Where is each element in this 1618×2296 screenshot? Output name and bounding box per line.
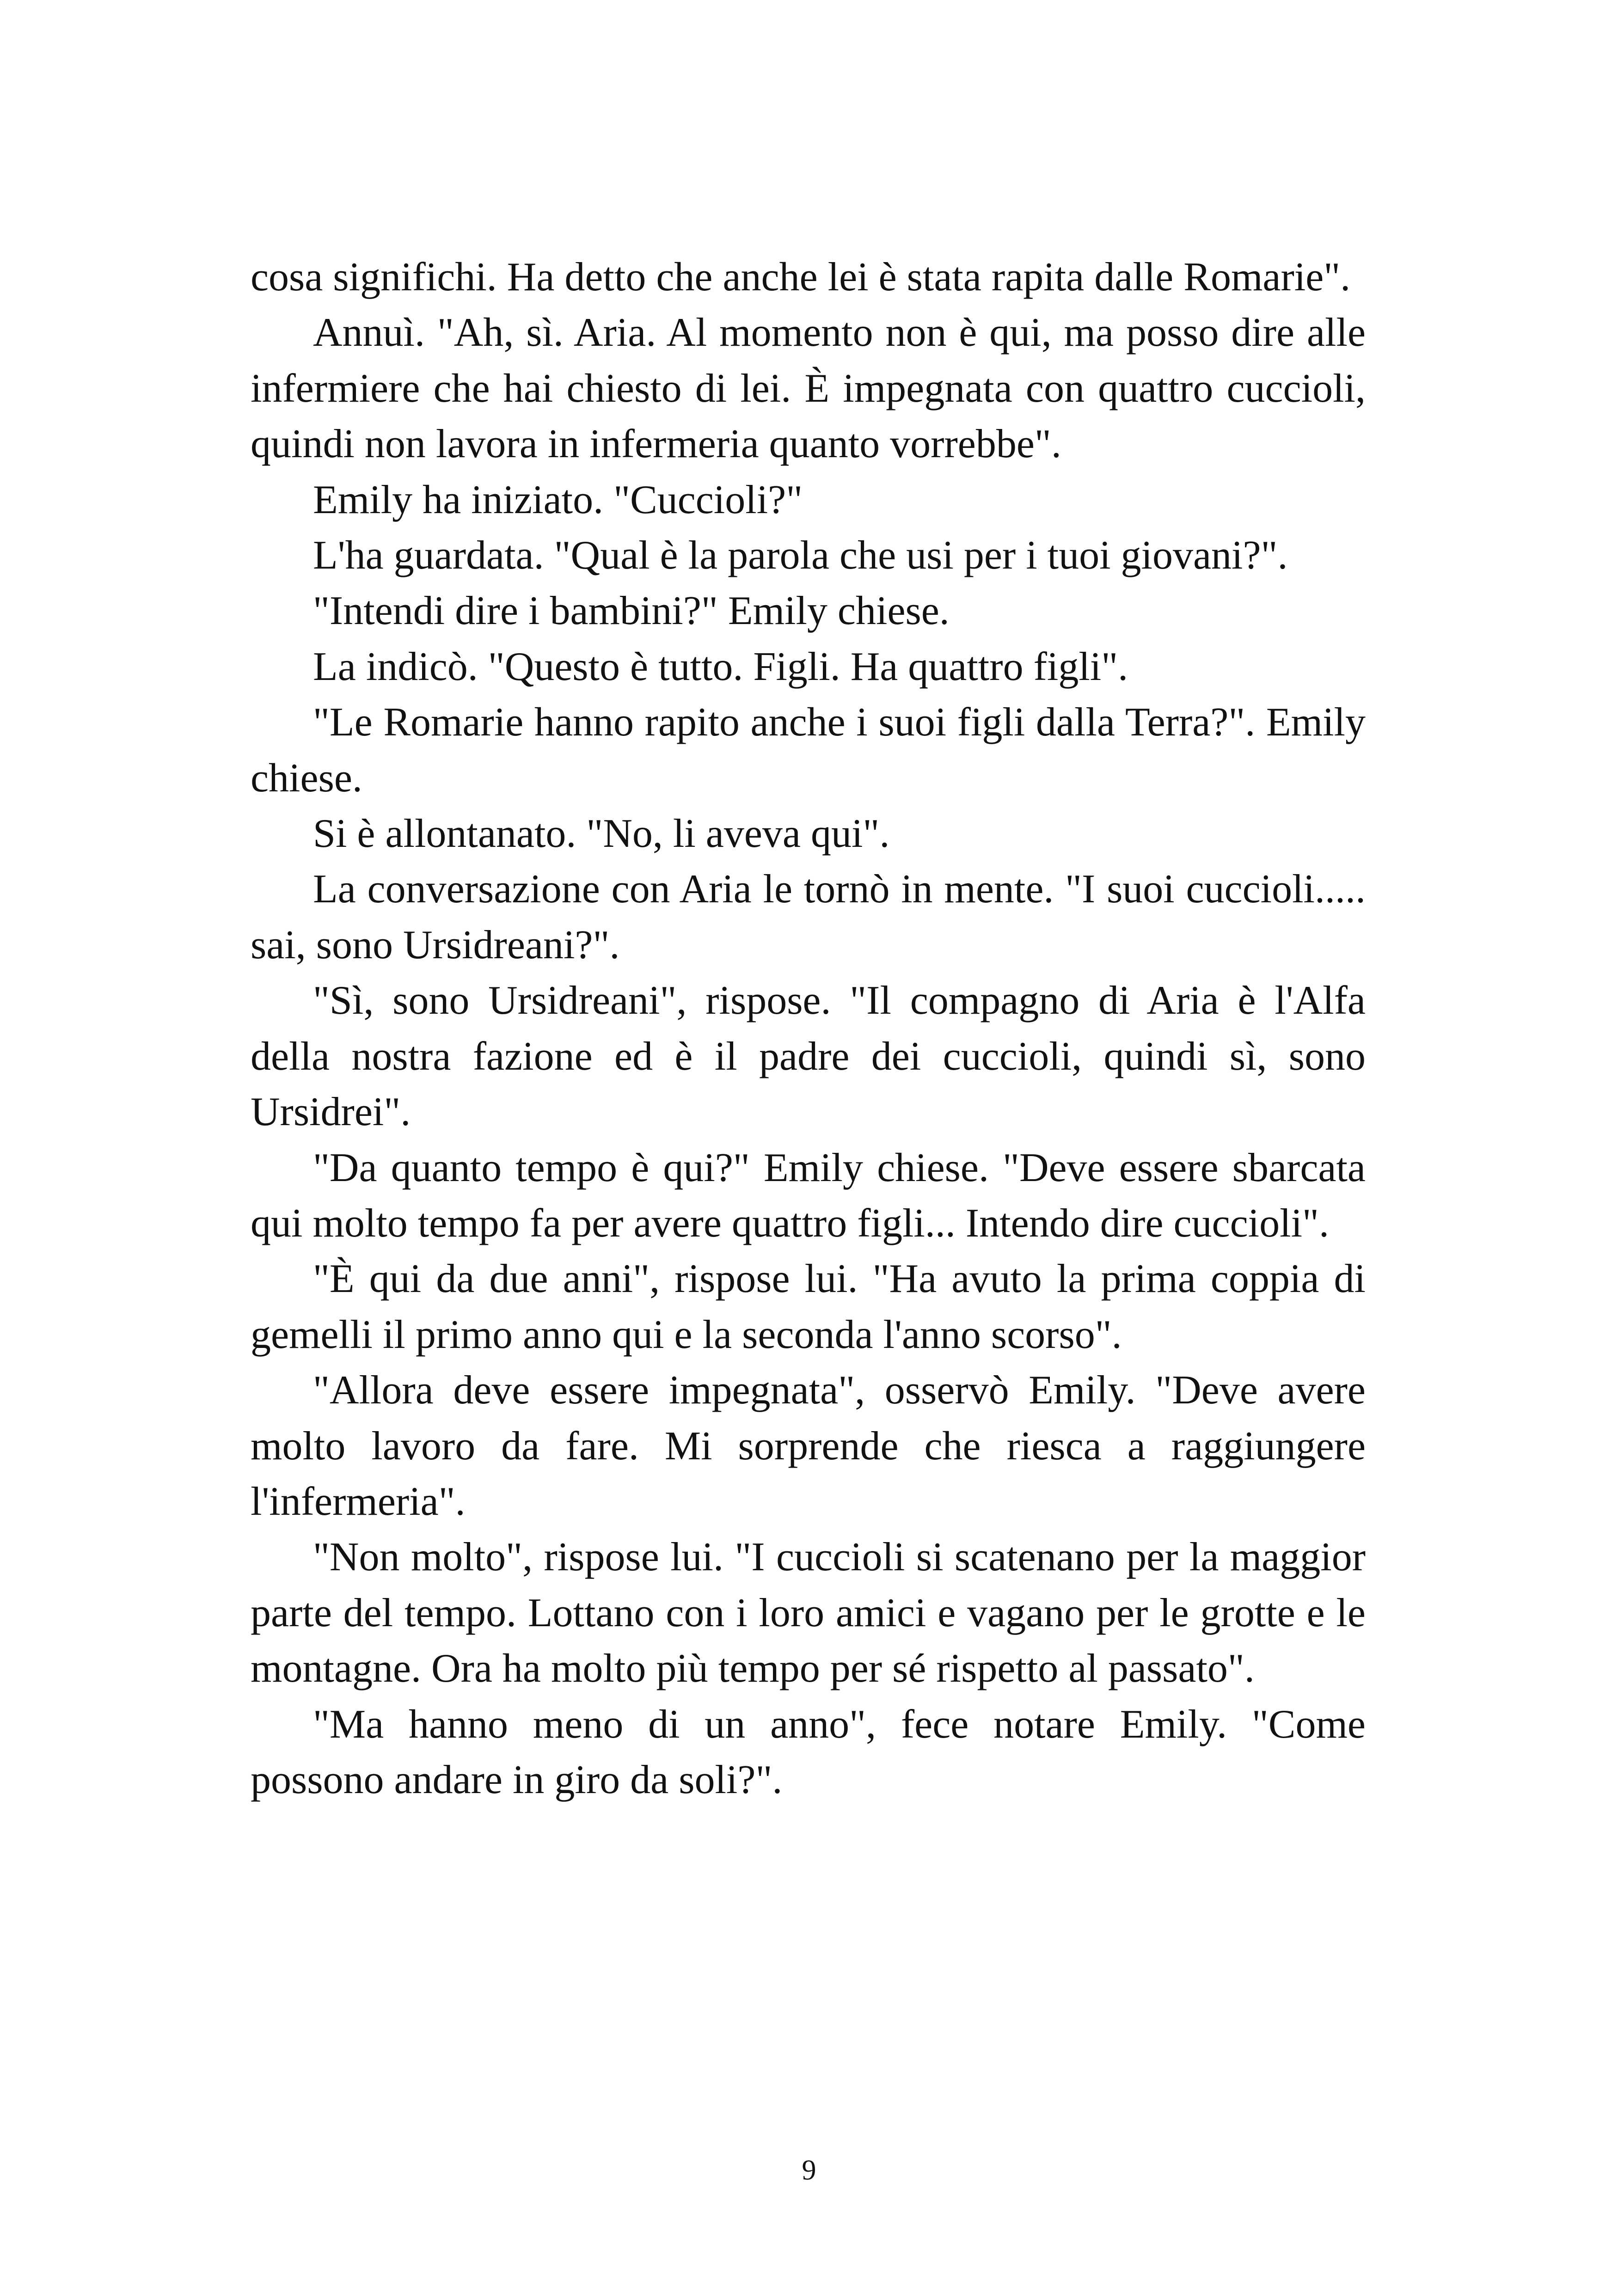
paragraph: "Sì, sono Ursidreani", rispose. "Il compagno di Aria è l'Alfa della nostra fazione ed è il padre dei cuccioli, quindi sì, sono Ursidrei". (251, 978, 1366, 1135)
paragraph: "Non molto", rispose lui. "I cuccioli si scatenano per la maggior parte del tempo. Lottano con i loro amici e vagano per le grotte e le montagne. Ora ha molto più tempo per sé rispetto al passato". (251, 1535, 1366, 1691)
paragraph: Emily ha iniziato. "Cuccioli?" (313, 477, 803, 522)
paragraph: Annuì. "Ah, sì. Aria. Al momento non è qui, ma posso dire alle infermiere che hai chiesto di lei. È impegnata con quattro cuccioli, quindi non lavora in infermeria quanto vorrebbe". (251, 310, 1366, 467)
paragraph: "È qui da due anni", rispose lui. "Ha avuto la prima coppia di gemelli il primo anno qui e la seconda l'anno scorso". (251, 1256, 1366, 1357)
page-number: 9 (802, 2155, 816, 2186)
paragraph: cosa significhi. Ha detto che anche lei è stata rapita dalle Romarie". (251, 255, 1351, 300)
paragraph: L'ha guardata. "Qual è la parola che usi per i tuoi giovani?". (313, 533, 1288, 578)
body-text (251, 250, 1366, 1808)
paragraph: "Le Romarie hanno rapito anche i suoi figli dalla Terra?". Emily chiese. (251, 700, 1366, 801)
paragraph: "Ma hanno meno di un anno", fece notare Emily. "Come possono andare in giro da soli?". (251, 1702, 1366, 1802)
paragraph: Si è allontanato. "No, li aveva qui". (313, 811, 890, 857)
paragraph: "Da quanto tempo è qui?" Emily chiese. "Deve essere sbarcata qui molto tempo fa per avere quattro figli... Intendo dire cuccioli". (251, 1145, 1366, 1246)
paragraph: La indicò. "Questo è tutto. Figli. Ha quattro figli". (313, 644, 1128, 689)
paragraph: La conversazione con Aria le tornò in mente. "I suoi cuccioli..... sai, sono Ursidreani?". (251, 867, 1366, 967)
paragraph: "Allora deve essere impegnata", osservò Emily. "Deve avere molto lavoro da fare. Mi sorprende che riesca a raggiungere l'infermeria". (251, 1368, 1366, 1524)
paragraph: "Intendi dire i bambini?" Emily chiese. (313, 588, 950, 634)
